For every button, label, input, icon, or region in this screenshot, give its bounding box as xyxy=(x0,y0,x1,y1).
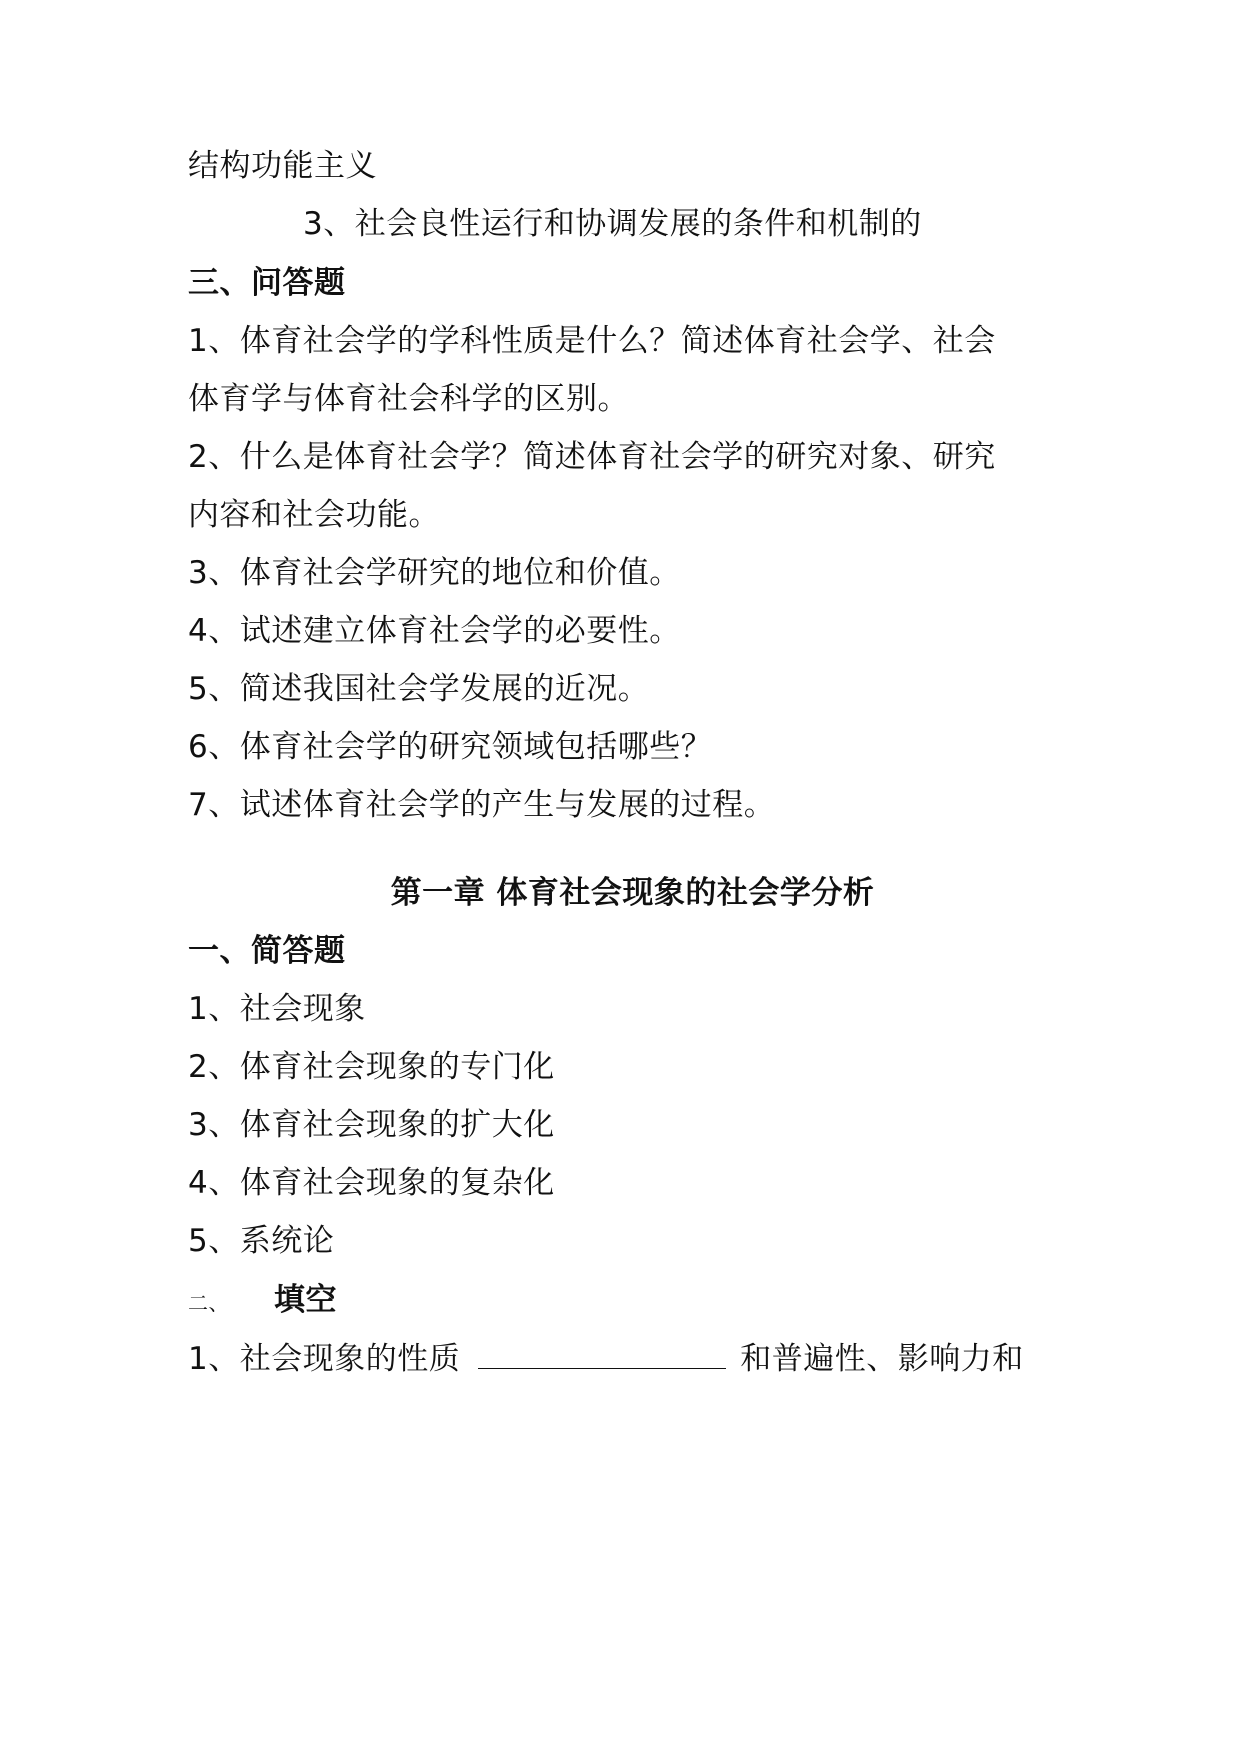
question-7: 7、试述体育社会学的产生与发展的过程。 xyxy=(188,787,776,823)
list-item: 4、体育社会现象的复杂化 xyxy=(188,1165,555,1201)
fill-in-question-1 xyxy=(188,1338,1024,1379)
list-item: 2、体育社会现象的专门化 xyxy=(188,1049,555,1085)
section-2-title: 填空 xyxy=(274,1282,337,1318)
question-5: 5、简述我国社会学发展的近况。 xyxy=(188,671,650,707)
question-1-line-1: 1、体育社会学的学科性质是什么？简述体育社会学、社会 xyxy=(188,323,996,359)
section-3-heading: 三、问答题 xyxy=(188,265,346,301)
intro-line-2: 3、社会良性运行和协调发展的条件和机制的 xyxy=(303,206,922,242)
fill-in-blank xyxy=(478,1338,726,1369)
chapter-1-title: 第一章 体育社会现象的社会学分析 xyxy=(390,875,875,911)
chapter-1-section-2-heading xyxy=(188,1280,337,1323)
question-3: 3、体育社会学研究的地位和价值。 xyxy=(188,555,681,591)
list-item: 5、系统论 xyxy=(188,1223,335,1259)
fill-1-text-after: 和普遍性、影响力和 xyxy=(740,1341,1024,1377)
question-2-line-2: 内容和社会功能。 xyxy=(188,497,440,533)
question-2-line-1: 2、什么是体育社会学？简述体育社会学的研究对象、研究 xyxy=(188,439,996,475)
question-4: 4、试述建立体育社会学的必要性。 xyxy=(188,613,681,649)
list-item: 3、体育社会现象的扩大化 xyxy=(188,1107,555,1143)
question-1-line-2: 体育学与体育社会科学的区别。 xyxy=(188,381,629,417)
section-2-marker: 二、 xyxy=(188,1291,229,1315)
question-6: 6、体育社会学的研究领域包括哪些？ xyxy=(188,729,713,765)
intro-line-1: 结构功能主义 xyxy=(188,148,377,184)
fill-1-text-before: 1、社会现象的性质 xyxy=(188,1341,461,1377)
list-item: 1、社会现象 xyxy=(188,991,366,1027)
chapter-1-section-1-heading: 一、简答题 xyxy=(188,933,346,969)
